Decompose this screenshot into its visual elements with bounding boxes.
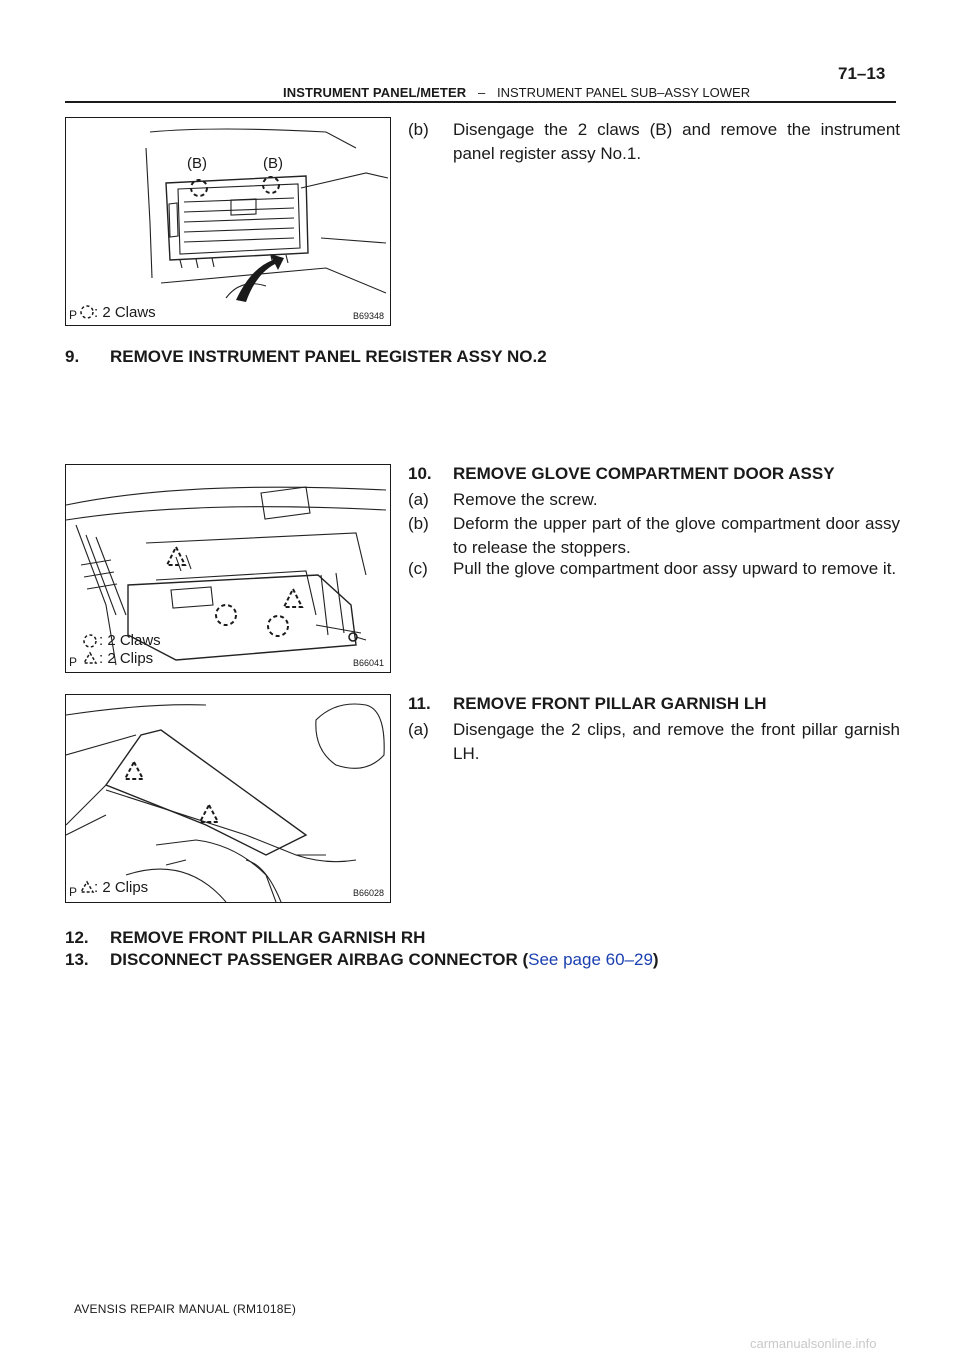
substep-label: (b) — [408, 514, 429, 533]
claw-marker — [216, 605, 236, 625]
clip-marker — [167, 547, 185, 565]
step-title: REMOVE INSTRUMENT PANEL REGISTER ASSY NO.2 — [110, 347, 547, 366]
legend-claws: : 2 Claws — [99, 632, 161, 649]
step-title: REMOVE FRONT PILLAR GARNISH LH — [453, 694, 767, 713]
callout-b: (B) — [187, 155, 207, 172]
step-number: 11. — [408, 694, 431, 713]
header-rule — [65, 101, 896, 103]
footer-manual-title: AVENSIS REPAIR MANUAL (RM1018E) — [74, 1302, 297, 1316]
figure-id: B66028 — [353, 888, 385, 898]
substep-10a — [408, 488, 900, 512]
header-separator: – — [478, 85, 486, 100]
step-number: 13. — [65, 950, 89, 969]
subsection-title: INSTRUMENT PANEL SUB–ASSY LOWER — [497, 85, 751, 100]
substep-text: Pull the glove compartment door assy upward to remove it. — [453, 559, 897, 578]
substep-text: Disengage the 2 claws (B) and remove the instrument panel register assy No.1. — [453, 120, 900, 163]
register-illustration — [66, 118, 390, 325]
figure-marker: P — [69, 885, 78, 899]
claw-legend-icon — [81, 306, 93, 318]
clip-legend-icon — [84, 653, 96, 663]
substep-text: Remove the screw. — [453, 490, 598, 509]
step-number: 9. — [65, 347, 80, 366]
watermark: carmanualsonline.info — [750, 1336, 877, 1351]
figure-glove-compartment — [65, 464, 391, 673]
figure-front-pillar — [65, 694, 391, 903]
clip-marker — [200, 805, 218, 822]
substep-label: (c) — [408, 559, 428, 578]
screw-icon — [349, 633, 357, 641]
see-page-link[interactable]: See page 60–29 — [528, 950, 653, 969]
step-title: REMOVE FRONT PILLAR GARNISH RH — [110, 928, 426, 947]
legend-clips: : 2 Clips — [94, 879, 149, 896]
callout-b: (B) — [263, 155, 283, 172]
figure-marker: P — [69, 308, 78, 322]
section-title: INSTRUMENT PANEL/METER — [283, 85, 467, 100]
substep-10c — [408, 557, 900, 605]
step-title-close: ) — [652, 950, 659, 969]
figure-id: B69348 — [353, 311, 385, 321]
pillar-illustration — [66, 695, 390, 902]
step-number: 10. — [408, 464, 432, 483]
legend-claws: : 2 Claws — [94, 304, 156, 321]
substep-label: (b) — [408, 120, 429, 139]
substep-label: (a) — [408, 720, 429, 739]
clip-marker — [125, 762, 143, 779]
legend-clips: : 2 Clips — [99, 650, 154, 667]
substep-11a — [408, 718, 900, 766]
step-number: 12. — [65, 928, 89, 947]
page-number: 71–13 — [838, 64, 886, 83]
substep-text: Deform the upper part of the glove compartment door assy to release the stoppers. — [453, 514, 900, 557]
clip-legend-icon — [81, 882, 93, 892]
clip-marker — [284, 589, 302, 607]
figure-register-no1 — [65, 117, 391, 326]
claw-legend-icon — [84, 635, 96, 647]
step-title: REMOVE GLOVE COMPARTMENT DOOR ASSY — [453, 464, 835, 483]
substep-8b — [408, 118, 900, 168]
figure-marker: P — [69, 655, 78, 669]
substep-label: (a) — [408, 490, 429, 509]
claw-marker — [268, 616, 288, 636]
removal-arrow — [236, 254, 284, 302]
step-title — [110, 950, 659, 970]
step-title-text: DISCONNECT PASSENGER AIRBAG CONNECTOR ( — [110, 950, 529, 969]
substep-10b — [408, 512, 900, 560]
substep-text: Disengage the 2 clips, and remove the front pillar garnish LH. — [453, 720, 900, 763]
figure-id: B66041 — [353, 658, 385, 668]
